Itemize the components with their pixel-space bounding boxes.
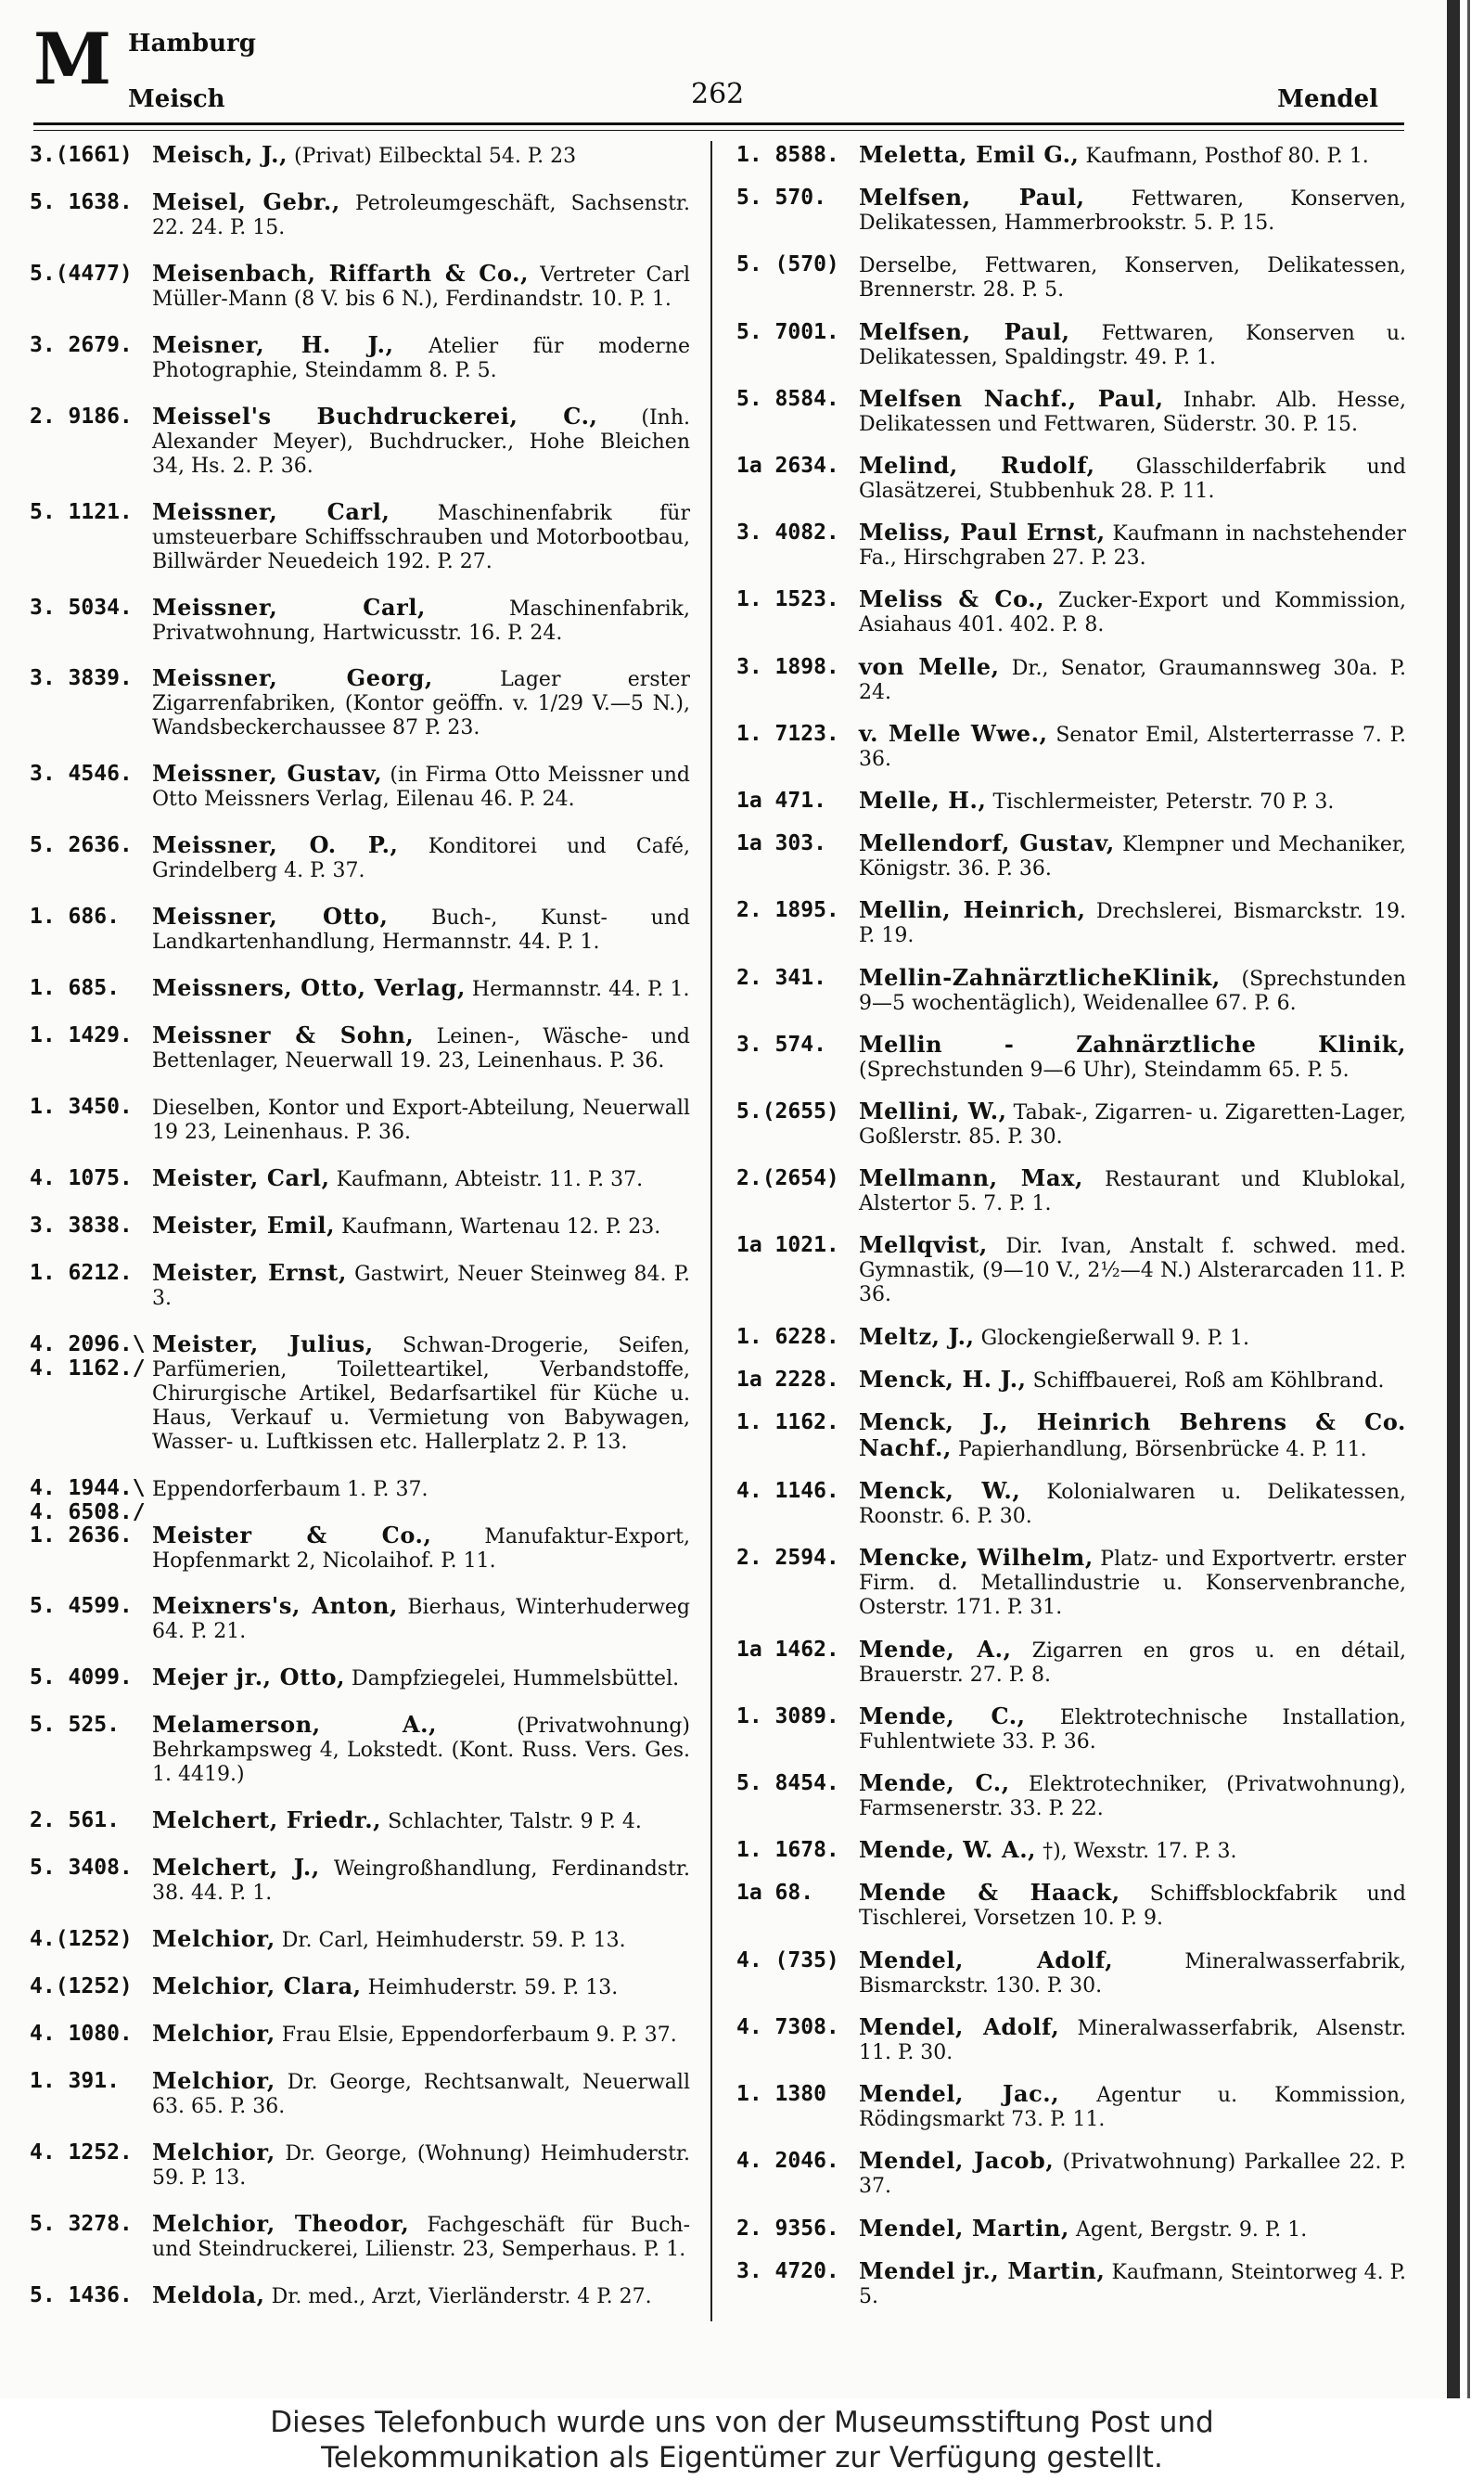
directory-entry [30,976,690,1002]
phone-number: 1. 3450. [30,1094,133,1119]
entry-details: Klempner und Mechaniker, Königstr. 36. P. 36. [859,833,1406,881]
directory-entry [736,1322,1406,1351]
directory-entry [736,252,1406,302]
phone-number: 4. 2046. [736,2149,839,2174]
entry-name: Melfsen, Paul, [859,317,1070,345]
entry-details: Leinen-, Wäsche- und Bettenlager, Neuerwall 19. 23, Leinenhaus. P. 36. [152,1025,690,1073]
entry-name: Meissner, Carl, [152,593,427,621]
entry-details: Atelier für moderne Photographie, Steindamm 8. P. 5. [152,334,690,382]
last-entry-word: Mendel [1277,85,1378,113]
phone-number: 3. 3838. [30,1213,133,1238]
entry-details: Tischlermeister, Peterstr. 70 P. 3. [992,790,1335,815]
entry-name: Meister, Emil, [152,1211,336,1239]
entry-details: Derselbe, Fettwaren, Konserven, Delikatessen, Brennerstr. 28. P. 5. [859,254,1406,302]
entry-name: Mendel, Jac., [859,2080,1060,2108]
directory-entry [736,1635,1406,1688]
phone-number: 1. 1523. [736,587,839,612]
first-entry-word: Meisch [128,85,225,113]
entry-name: Meisner, H. J., [152,330,394,358]
directory-entry [30,1163,690,1192]
phone-number: 1. 1429. [30,1023,133,1048]
entry-name: Meissner, Otto, [152,903,389,931]
phone-number: 1. 686. [30,905,120,930]
phone-number: 1. 1162. [736,1410,839,1435]
phone-number: 2. 9356. [736,2216,839,2241]
entry-name: Meisch, J., [152,141,288,168]
phone-number: 5. 570. [736,186,826,211]
entry-name: Meissners, Otto, Verlag, [152,974,466,1002]
phone-number: 2. 9186. [30,404,133,429]
entry-details: (Inh. Alexander Meyer), Buchdrucker., Hohe Bleichen 34, Hs. 2. P. 36. [152,405,690,478]
directory-entry [736,789,1406,815]
entry-name: Mellendorf, Gustav, [859,829,1115,857]
entry-name: Menck, H. J., [859,1365,1027,1393]
phone-number: 1a 1462. [736,1637,839,1662]
directory-entry [30,143,690,169]
entry-name: Mendel, Adolf, [859,1946,1114,1973]
entry-details: Frau Elsie, Eppendorferbaum 9. P. 37. [281,2023,677,2047]
entry-name: Meliss & Co., [859,585,1045,613]
entry-name: Meltz, J., [859,1322,975,1350]
entry-details: (Privatwohnung) Behrkampsweg 4, Lokstedt. (Kont. Russ. Vers. Ges. 1. 4419.) [152,1715,691,1787]
phone-number: 3. 2679. [30,332,133,357]
entry-details: Heimhuderstr. 59. P. 13. [367,1975,619,1999]
phone-number: 5. (570) [736,252,839,277]
phone-number: 1a 471. [736,789,826,814]
entry-name: Melfsen Nachf., Paul, [859,384,1164,412]
phone-number: 3. 4082. [736,520,839,546]
directory-entry [30,1523,690,1574]
entry-details: Agent, Bergstr. 9. P. 1. [1075,2217,1308,2242]
phone-number: 4. 1146. [736,1479,839,1504]
entry-details: Dr. George, (Wohnung) Heimhuderstr. 59. P. 13. [152,2141,691,2190]
entry-details: Bierhaus, Winterhuderweg 64. P. 21. [152,1596,691,1644]
entry-name: Melchior, Theodor, [152,2209,410,2237]
entry-name: Mencke, Wilhelm, [859,1544,1094,1572]
phone-number: 4. 1944.\ 4. 6508./ [30,1475,146,1524]
entry-name: Menck, J., Heinrich Behrens & Co. Nachf., [859,1408,1406,1462]
entry-details: Gastwirt, Neuer Steinweg 84. P. 3. [152,1262,690,1310]
entry-details: Vertreter Carl Müller-Mann (8 V. bis 6 N.), Ferdinandstr. 10. P. 1. [152,263,690,311]
directory-entry [30,2066,690,2119]
entry-name: Mellini, W., [859,1098,1007,1125]
phone-number: 5. 525. [30,1713,120,1738]
phone-number: 5.(2655) [736,1099,839,1124]
phone-number: 5. 7001. [736,319,839,344]
phone-number: 3. 4546. [30,762,133,787]
directory-entry [30,2019,690,2048]
page-number: 262 [691,78,745,110]
entry-name: Melchior, [152,2066,275,2094]
phone-number: 5. 1121. [30,499,133,524]
directory-entry [736,454,1406,504]
entry-name: Mellin, Heinrich, [859,896,1086,924]
phone-number: 4. 1075. [30,1165,133,1190]
directory-entry [30,1856,690,1906]
directory-entry [30,1594,690,1644]
entry-details: Kolonialwaren u. Delikatessen, Roonstr. 6. P. 30. [859,1481,1406,1529]
entry-name: Melchert, Friedr., [152,1806,382,1834]
entry-name: Meisel, Gebr., [152,187,340,215]
entry-details: Dr., Senator, Graumannsweg 30a. P. 24. [859,656,1406,704]
entry-details: Inhabr. Alb. Hesse, Delikatessen und Fettwaren, Süderstr. 30. P. 15. [859,388,1406,436]
entry-details: Maschinenfabrik für umsteuerbare Schiffsschrauben und Motorbootbau, Billwärder Neuedeich 192. P. 27. [152,501,690,573]
entry-details: Buch-, Kunst- und Landkartenhandlung, Hermannstr. 44. P. 1. [152,906,691,955]
entry-details: Maschinenfabrik, Privatwohnung, Hartwicusstr. 16. P. 24. [152,597,690,645]
entry-name: Mendel, Adolf, [859,2012,1060,2040]
directory-entry [30,1665,690,1691]
phone-number: 5. 8584. [736,386,839,411]
phone-number: 5. 3278. [30,2211,133,2236]
directory-entry [30,259,690,312]
directory-entry [736,1030,1406,1083]
entry-name: Mellqvist, [859,1231,988,1259]
entry-details: Schwan-Drogerie, Seifen, Parfümerien, Toiletteartikel, Verbandstoffe, Chirurgische Artikel, Bedarfsartikel für Küche u. Haus, Verkauf u. Vermietung von Babywagen, Wasser- u. Luftkissen etc. Hallerplatz 2. P. 13. [152,1333,690,1454]
phone-number: 2. 2594. [736,1546,839,1571]
entry-name: Meister, Julius, [152,1330,374,1357]
directory-entry [30,2283,690,2309]
entry-name: Mendel, Jacob, [859,2147,1055,2175]
entry-name: Melind, Rudolf, [859,452,1095,480]
directory-entry [30,1713,690,1787]
phone-number: 1. 6228. [736,1324,839,1349]
header-rule [33,122,1404,125]
entry-details: Dr. Carl, Heimhuderstr. 59. P. 13. [281,1929,626,1953]
phone-number: 2. 561. [30,1808,120,1833]
entry-name: Mendel, Martin, [859,2214,1069,2242]
phone-number: 4. 2096.\ 4. 1162./ [30,1331,146,1381]
directory-entry [736,1233,1406,1307]
phone-number: 3. 4720. [736,2258,839,2283]
directory-entry [736,2012,1406,2065]
entry-name: Mende & Haack, [859,1879,1120,1907]
directory-entry [30,2140,690,2191]
phone-number: 1. 8588. [736,143,839,167]
phone-number: 3. 574. [736,1032,826,1057]
entry-name: Meletta, Emil G., [859,141,1080,168]
entry-name: v. Melle Wwe., [859,719,1048,747]
entry-name: Meister, Ernst, [152,1258,347,1286]
entry-details: Petroleumgeschäft, Sachsenstr. 22. 24. P. 15. [152,191,691,239]
directory-entry [736,1704,1406,1754]
phone-number: 1a 2634. [736,454,839,479]
entry-details: Weingroßhandlung, Ferdinandstr. 38. 44. P. 1. [152,1857,691,1906]
entry-name: Mende, A., [859,1635,1012,1663]
entry-details: Dieselben, Kontor und Export-Abteilung, Neuerwall 19 23, Leinenhaus. P. 36. [152,1096,690,1144]
directory-entry [30,187,691,240]
entry-name: Meissner, Gustav, [152,760,383,788]
directory-entry [736,1838,1406,1864]
entry-details: Kaufmann, Steintorweg 4. P. 5. [859,2260,1407,2308]
entry-details: Glockengießerwall 9. P. 1. [980,1326,1249,1350]
phone-number: 2. 1895. [736,898,839,923]
entry-details: Drechslerei, Bismarckstr. 19. P. 19. [859,900,1406,948]
phone-number: 5. 4099. [30,1665,133,1690]
phone-number: 3. 3839. [30,666,133,691]
entry-name: Meliss, Paul Ernst, [859,519,1106,546]
phone-number: 4. 1252. [30,2139,133,2165]
header-rule-thin [33,130,1404,131]
directory-entry [30,1332,690,1455]
entry-details: Mineralwasserfabrik, Bismarckstr. 130. P. 30. [859,1949,1407,1998]
entry-details: Konditorei und Café, Grindelberg 4. P. 37. [152,835,690,883]
entry-details: Dampfziegelei, Hummelsbüttel. [352,1667,680,1691]
directory-entry [736,1365,1406,1394]
phone-number: 1. 3089. [736,1703,839,1728]
phone-number: 1. 6212. [30,1260,133,1285]
entry-name: Mende, C., [859,1702,1026,1729]
directory-entry [736,143,1406,169]
footer-notice [0,2398,1484,2480]
entry-details: Papierhandlung, Börsenbrücke 4. P. 11. [957,1438,1367,1462]
directory-entry [736,1881,1406,1931]
directory-entry [30,593,690,646]
directory-entry [736,186,1406,236]
phone-number: 5. 4599. [30,1594,133,1619]
entry-name: Meister, Carl, [152,1163,330,1191]
phone-number: 5.(4477) [30,261,133,286]
entry-details: Schiffbauerei, Roß am Köhlbrand. [1032,1368,1385,1393]
entry-details: (Privatwohnung) Parkallee 22. P. 37. [859,2151,1406,2199]
directory-entry [30,762,690,812]
entry-details: Kaufmann in nachstehender Fa., Hirschgraben 27. P. 23. [859,522,1406,571]
directory-entry [30,1974,690,2000]
column-divider [710,141,712,2321]
directory-entry [736,1948,1406,1998]
directory-entry [30,833,690,883]
directory-entry [736,587,1406,637]
entry-details: Mineralwasserfabrik, Alsenstr. 11. P. 30. [859,2016,1406,2064]
entry-details: Eppendorferbaum 1. P. 37. [152,1477,429,1501]
phone-number: 1. 1678. [736,1838,839,1863]
entry-details: Fettwaren, Konserven u. Delikatessen, Spaldingstr. 49. P. 1. [859,321,1407,369]
entry-details: Restaurant und Klublokal, Alstertor 5. 7. P. 1. [859,1168,1407,1216]
directory-entry [30,402,690,479]
entry-details: Agentur u. Kommission, Rödingsmarkt 73. P. 11. [859,2084,1406,2132]
entry-details: (Privat) Eilbecktal 54. P. 23 [294,145,577,168]
directory-entry [30,1211,690,1240]
directory-entry [736,1479,1406,1529]
entry-name: Melchior, [152,2019,275,2047]
phone-number: 5. 1638. [30,189,133,214]
entry-name: Meissner, Georg, [152,664,433,692]
entry-name: Mende, C., [859,1769,1010,1797]
entry-details: Manufaktur-Export, Hopfenmarkt 2, Nicolaihof. P. 11. [152,1524,690,1573]
entry-name: Mellin-ZahnärztlicheKlinik, [859,963,1221,991]
phone-number: 4. (735) [736,1947,839,1972]
entry-details: Lager erster Zigarrenfabriken, (Kontor geöffn. v. 1/29 V.—5 N.), Wandsbeckerchaussee 87 P. 23. [152,668,690,740]
entry-name: Meissner, O. P., [152,831,399,859]
phone-number: 4.(1252) [30,1927,133,1952]
entry-details: Kaufmann, Wartenau 12. P. 23. [341,1214,661,1239]
entry-details: Fettwaren, Konserven, Delikatessen, Hammerbrookstr. 5. P. 15. [859,187,1406,236]
phone-number: 2. 341. [736,965,826,990]
entry-details: Zigarren en gros u. en détail, Brauerstr. 27. P. 8. [859,1638,1406,1687]
entry-name: Mellmann, Max, [859,1164,1083,1192]
phone-number: 3. 1898. [736,654,839,679]
page-edge [1447,0,1484,2398]
directory-entry [736,1166,1406,1216]
entry-name: Melchior, Clara, [152,1972,362,1999]
phone-number: 5. 8454. [736,1771,839,1796]
directory-entry [736,2149,1406,2199]
directory-entry [30,1475,690,1524]
entry-details: Dr. med., Arzt, Vierländerstr. 4 P. 27. [271,2284,652,2308]
entry-details: Tabak-, Zigarren- u. Zigaretten-Lager, Goßlerstr. 85. P. 30. [859,1101,1406,1150]
city-name: Hamburg [128,30,256,58]
entry-name: Meldola, [152,2281,265,2308]
entry-name: Melchior, [152,2138,275,2165]
directory-entry [736,898,1406,948]
entry-details: Zucker-Export und Kommission, Asiahaus 401. 402. P. 8. [859,589,1407,637]
phone-number: 1. 391. [30,2068,120,2093]
directory-entry [736,1410,1406,1462]
directory-entry [736,652,1406,705]
entry-name: Meister & Co., [152,1521,432,1548]
entry-name: von Melle, [859,652,1000,680]
entry-details: Senator Emil, Alsterterrasse 7. P. 36. [859,723,1406,771]
phone-number: 1a 1021. [736,1233,839,1258]
entry-details: Elektrotechniker, (Privatwohnung), Farmsenerstr. 33. P. 22. [859,1773,1407,1821]
right-column [736,143,1406,2309]
directory-entry [736,2082,1406,2132]
entry-details: Dir. Ivan, Anstalt f. schwed. med. Gymnastik, (9—10 V., 2½—4 N.) Alsterarcaden 11. P. 36. [859,1235,1407,1307]
directory-entry [736,317,1407,370]
entry-details: (Sprechstunden 9—5 wochentäglich), Weidenallee 67. P. 6. [859,967,1406,1015]
entry-details: (in Firma Otto Meissner und Otto Meissners Verlag, Eilenau 46. P. 24. [152,764,690,812]
entry-details: Hermannstr. 44. P. 1. [471,978,690,1002]
entry-name: Meissner, Carl, [152,497,390,525]
phone-number: 4. 7308. [736,2014,839,2039]
directory-entry [30,1927,690,1953]
entry-name: Melfsen, Paul, [859,184,1085,212]
phone-number: 1. 7123. [736,721,839,746]
entry-details: †), Wexstr. 17. P. 3. [1043,1840,1237,1864]
directory-entry [736,831,1406,881]
entry-details: Elektrotechnische Installation, Fuhlentwiete 33. P. 36. [859,1705,1406,1754]
entry-name: Meisenbach, Riffarth & Co., [152,259,530,287]
directory-entry [30,1095,690,1145]
directory-entry [736,520,1406,571]
phone-number: 5. 1436. [30,2282,133,2307]
entry-name: Melle, H., [859,787,987,815]
entry-name: Meissner & Sohn, [152,1022,415,1049]
phone-number: 4. 1080. [30,2021,133,2046]
directory-entry [736,2214,1406,2242]
directory-entry [736,719,1406,772]
entry-name: Mellin - Zahnärztliche Klinik, [859,1030,1406,1058]
directory-entry [30,905,690,955]
directory-entry [736,1771,1406,1821]
directory-entry [30,2209,690,2262]
phone-number: 1. 2636. [30,1523,133,1548]
entry-name: Meissel's Buchdruckerei, C., [152,402,598,430]
directory-entry [30,330,690,383]
entry-name: Mejer jr., Otto, [152,1664,346,1691]
phone-number: 5. 3408. [30,1856,133,1881]
entry-details: Glasschilderfabrik und Glasätzerei, Stubbenhuk 28. P. 11. [859,456,1406,504]
directory-entry [736,1546,1406,1620]
entry-name: Mende, W. A., [859,1836,1037,1864]
phone-number: 3.(1661) [30,143,133,167]
directory-entry [30,1023,690,1073]
entry-name: Melamerson, A., [152,1711,438,1739]
phone-number: 4.(1252) [30,1973,133,1998]
phone-number: 2.(2654) [736,1166,839,1191]
phone-number: 1a 303. [736,831,826,856]
entry-details: Schlachter, Talstr. 9 P. 4. [388,1810,642,1834]
left-column [30,143,690,2309]
directory-entry [30,666,690,740]
entry-details: Platz- und Exportvertr. erster Firm. d. Metallindustrie u. Konservenbranche, Osterstr. 171. P. 31. [859,1548,1406,1620]
entry-details: Dr. George, Rechtsanwalt, Neuerwall 63. 65. P. 36. [152,2070,690,2118]
entry-name: Meixners's, Anton, [152,1592,398,1620]
entry-details: Schiffsblockfabrik und Tischlerei, Vorsetzen 10. P. 9. [859,1882,1406,1931]
phone-number: 1. 1380 [736,2082,826,2107]
entry-name: Melchior, [152,1925,275,1953]
directory-entry [736,963,1406,1016]
footer-line-2: Telekommunikation als Eigentümer zur Verfügung gestellt. [321,2441,1163,2474]
entry-name: Mendel jr., Martin, [859,2256,1106,2284]
directory-entry [736,1099,1406,1150]
phone-number: 1a 68. [736,1881,814,1906]
section-letter: M [33,18,110,100]
phone-number: 5. 2636. [30,833,133,858]
directory-entry [736,2256,1407,2309]
phone-number: 1a 2228. [736,1367,839,1392]
entry-name: Melchert, J., [152,1854,320,1882]
entry-details: Kaufmann, Posthof 80. P. 1. [1085,145,1369,168]
phone-number: 1. 685. [30,976,120,1001]
entry-details: Kaufmann, Abteistr. 11. P. 37. [336,1167,644,1191]
directory-entry [30,1808,690,1834]
directory-entry [30,497,690,574]
entry-name: Menck, W., [859,1477,1021,1505]
footer-line-1: Dieses Telefonbuch wurde uns von der Museumsstiftung Post und [270,2406,1214,2439]
phone-number: 3. 5034. [30,595,133,620]
directory-entry [30,1258,690,1311]
directory-entry [736,384,1406,437]
entry-details: Fachgeschäft für Buch- und Steindruckerei, Lilienstr. 23, Semperhaus. P. 1. [152,2213,690,2261]
entry-details: (Sprechstunden 9—6 Uhr), Steindamm 65. P. 5. [859,1058,1350,1082]
